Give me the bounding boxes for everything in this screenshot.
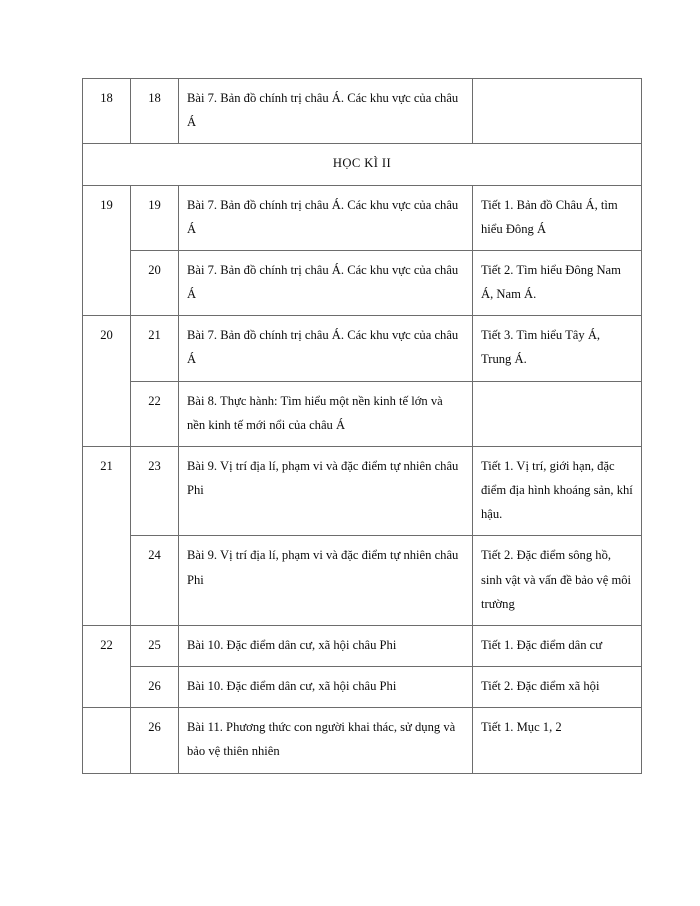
cell-week: 21 (83, 446, 131, 625)
table-row (83, 625, 642, 666)
table-row (83, 250, 642, 315)
cell-period: 26 (131, 708, 179, 773)
cell-week (83, 708, 131, 773)
cell-period: 22 (131, 381, 179, 446)
table-row (83, 667, 642, 708)
cell-lesson: Bài 10. Đặc điểm dân cư, xã hội châu Phi (179, 625, 473, 666)
table-row (83, 185, 642, 250)
cell-period: 18 (131, 79, 179, 144)
cell-lesson: Bài 9. Vị trí địa lí, phạm vi và đặc điểm tự nhiên châu Phi (179, 536, 473, 626)
cell-period: 21 (131, 316, 179, 381)
term-banner: HỌC KÌ II (83, 144, 642, 185)
cell-lesson: Bài 7. Bản đồ chính trị châu Á. Các khu vực của châu Á (179, 316, 473, 381)
cell-note: Tiết 1. Vị trí, giới hạn, đặc điểm địa hình khoáng sản, khí hậu. (473, 446, 642, 536)
table-row (83, 79, 642, 144)
cell-note: Tiết 1. Bản đồ Châu Á, tìm hiểu Đông Á (473, 185, 642, 250)
cell-note: Tiết 2. Đặc điểm sông hồ, sinh vật và vấn đề bảo vệ môi trường (473, 536, 642, 626)
cell-note: Tiết 2. Tìm hiểu Đông Nam Á, Nam Á. (473, 250, 642, 315)
table-row-term-banner (83, 144, 642, 185)
cell-lesson: Bài 11. Phương thức con người khai thác, sử dụng và bảo vệ thiên nhiên (179, 708, 473, 773)
cell-lesson: Bài 8. Thực hành: Tìm hiểu một nền kinh tế lớn và nền kinh tế mới nổi của châu Á (179, 381, 473, 446)
table-row (83, 708, 642, 773)
cell-period: 19 (131, 185, 179, 250)
cell-lesson: Bài 7. Bản đồ chính trị châu Á. Các khu vực của châu Á (179, 185, 473, 250)
cell-week: 18 (83, 79, 131, 144)
lesson-plan-table (82, 78, 642, 774)
cell-period: 24 (131, 536, 179, 626)
cell-period: 20 (131, 250, 179, 315)
table-row (83, 381, 642, 446)
cell-note: Tiết 2. Đặc điểm xã hội (473, 667, 642, 708)
cell-note: Tiết 3. Tìm hiểu Tây Á, Trung Á. (473, 316, 642, 381)
cell-note (473, 381, 642, 446)
cell-lesson: Bài 7. Bản đồ chính trị châu Á. Các khu vực của châu Á (179, 250, 473, 315)
cell-week: 19 (83, 185, 131, 316)
lesson-plan-sheet (82, 78, 641, 774)
cell-week: 22 (83, 625, 131, 707)
cell-period: 25 (131, 625, 179, 666)
table-row (83, 316, 642, 381)
cell-period: 26 (131, 667, 179, 708)
cell-lesson: Bài 7. Bản đồ chính trị châu Á. Các khu vực của châu Á (179, 79, 473, 144)
table-row (83, 536, 642, 626)
table-row (83, 446, 642, 536)
cell-period: 23 (131, 446, 179, 536)
cell-week: 20 (83, 316, 131, 447)
cell-note: Tiết 1. Mục 1, 2 (473, 708, 642, 773)
cell-lesson: Bài 9. Vị trí địa lí, phạm vi và đặc điểm tự nhiên châu Phi (179, 446, 473, 536)
cell-lesson: Bài 10. Đặc điểm dân cư, xã hội châu Phi (179, 667, 473, 708)
cell-note: Tiết 1. Đặc điểm dân cư (473, 625, 642, 666)
cell-note (473, 79, 642, 144)
